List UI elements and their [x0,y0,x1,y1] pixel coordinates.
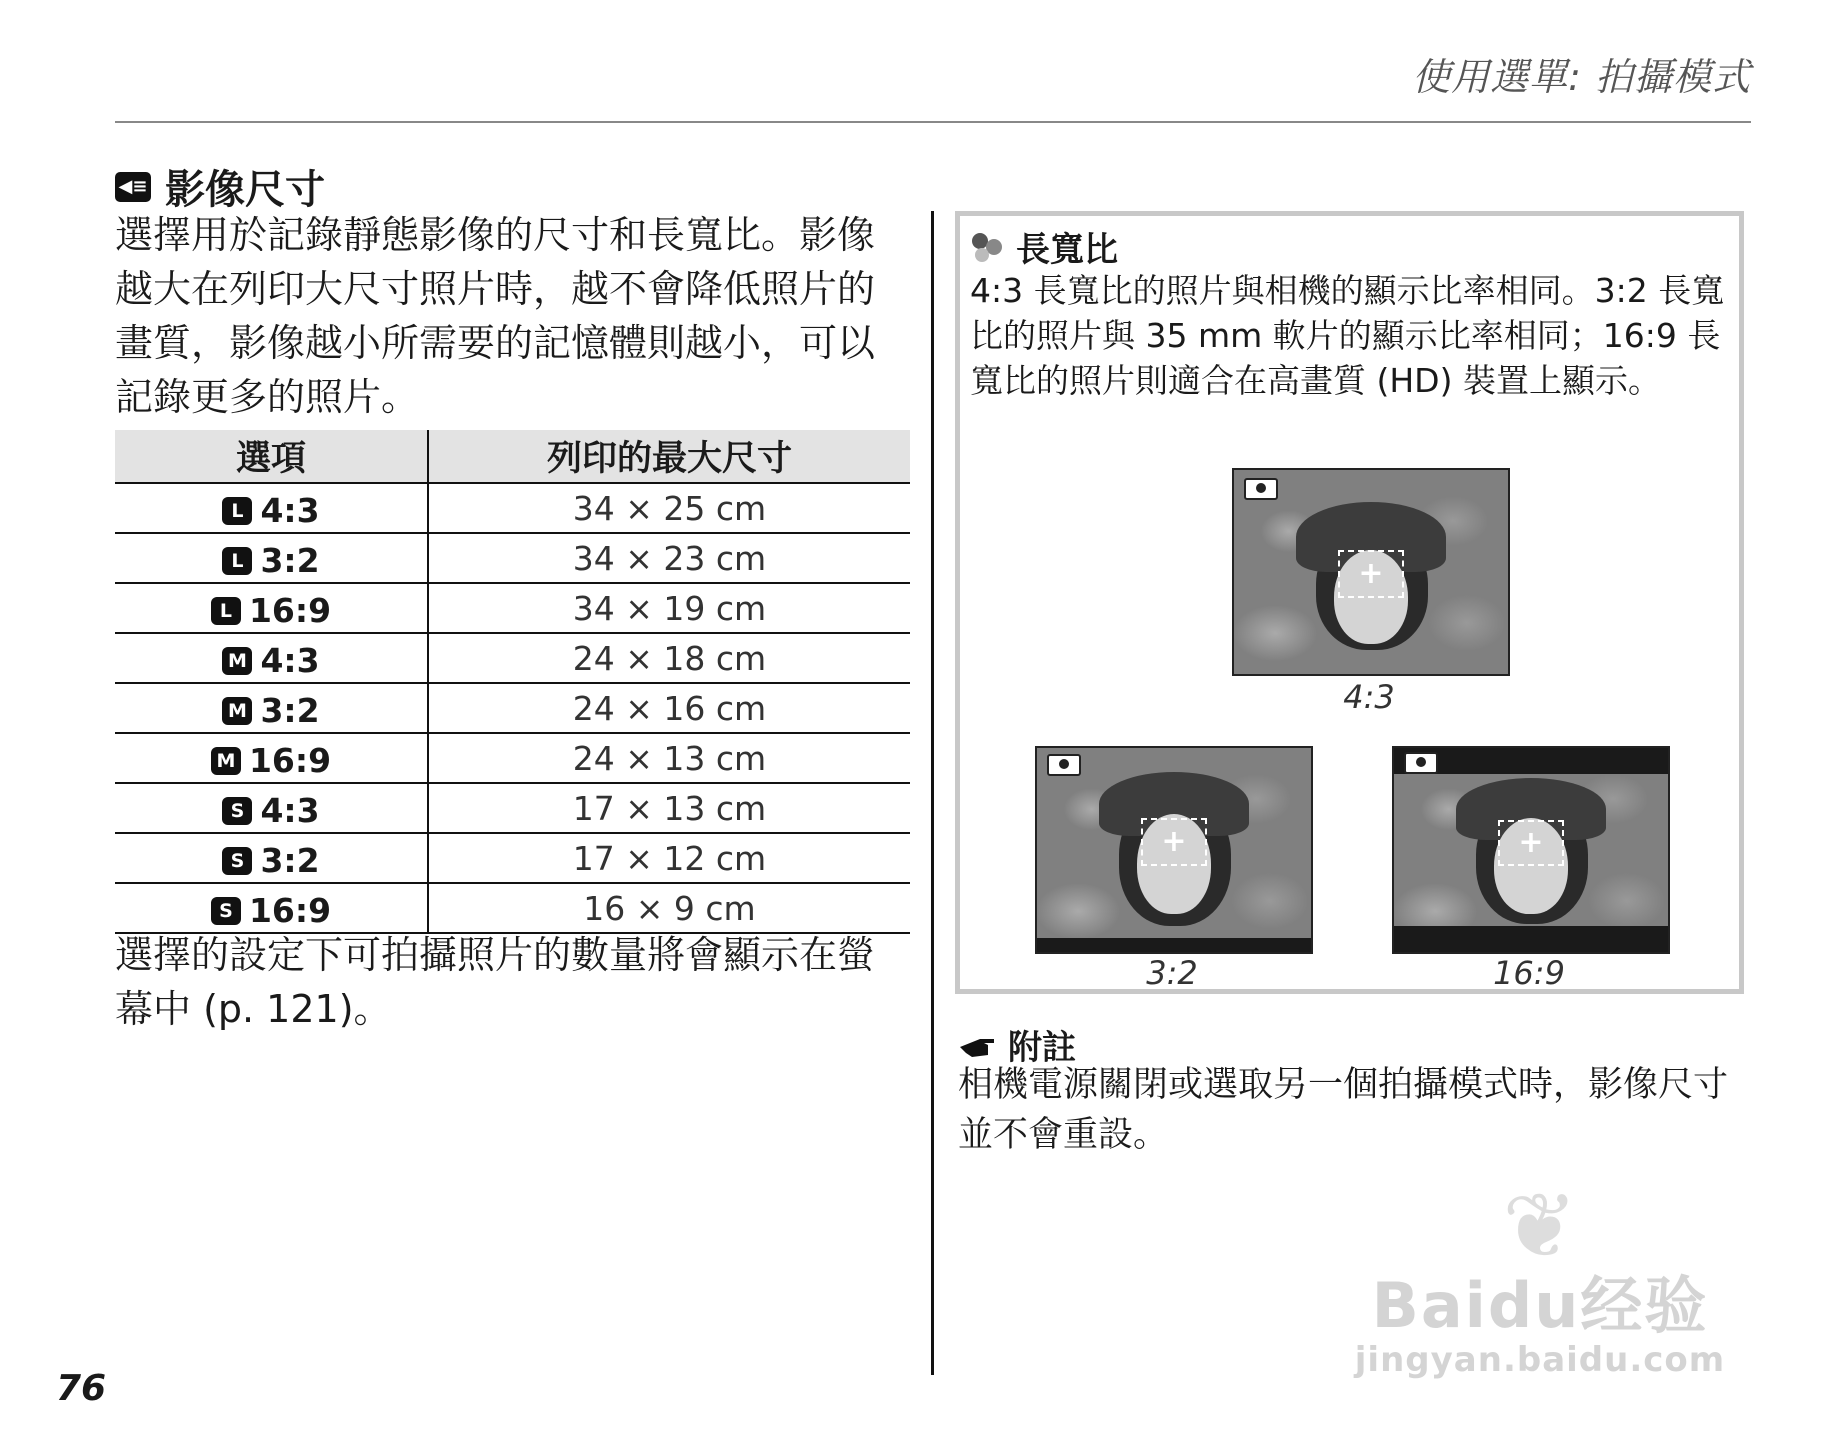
size-icon: S [211,897,241,925]
max-size-cell: 24 × 16 cm [428,683,910,733]
section-heading [115,158,325,215]
option-cell [115,533,428,583]
caption-16-9: 16:9 [1493,954,1565,992]
focus-frame: + [1338,550,1404,598]
option-cell [115,783,428,833]
option-cell [115,483,428,533]
section-intro: 選擇用於記錄靜態影像的尺寸和長寬比。影像越大在列印大尺寸照片時，越不會降低照片的畫質，影像越小所需要的記憶體則越小，可以記錄更多的照片。 [115,213,876,419]
size-icon: M [211,747,241,775]
size-icon: M [222,647,252,675]
camera-icon [1047,754,1081,776]
paw-icon: ❦ [1502,1174,1578,1279]
ratio-label: 4:3 [260,791,320,831]
option-cell [115,683,428,733]
table-header-max-size: 列印的最大尺寸 [428,430,910,483]
max-size-cell: 17 × 13 cm [428,783,910,833]
option-cell [115,583,428,633]
baidu-watermark: ❦ Baidu经验 jingyan.baidu.com [1325,1182,1755,1392]
table-row [115,583,910,633]
camera-icon [1404,752,1438,774]
max-size-cell: 24 × 18 cm [428,633,910,683]
size-icon: L [211,597,241,625]
ratio-label: 16:9 [248,591,332,631]
running-header: 使用選單: 拍攝模式 [1412,55,1751,99]
option-cell [115,833,428,883]
caption-4-3: 4:3 [1343,678,1395,716]
preview-3-2 [1035,746,1313,954]
size-icon: S [222,797,252,825]
note-title: 附註 [1008,1028,1076,1068]
image-size-table [115,430,910,934]
table-row [115,833,910,883]
focus-frame: + [1141,818,1207,866]
hint-icon [970,231,1006,263]
header-rule [115,121,1751,123]
camera-icon [1244,478,1278,500]
table-row [115,733,910,783]
table-header-row [115,430,910,483]
ratio-label: 16:9 [248,891,332,931]
size-icon: S [222,847,252,875]
size-icon: L [222,497,252,525]
table-header-option: 選項 [115,430,428,483]
table-row [115,783,910,833]
max-size-cell: 24 × 13 cm [428,733,910,783]
caption-3-2: 3:2 [1146,954,1198,992]
max-size-cell: 17 × 12 cm [428,833,910,883]
pointing-hand-icon [958,1031,998,1059]
shots-remaining-note: 選擇的設定下可拍攝照片的數量將會顯示在螢幕中 (p. 121)。 [115,933,876,1031]
max-size-cell: 34 × 19 cm [428,583,910,633]
aspect-ratio-box [955,211,1744,994]
ratio-label: 4:3 [260,641,320,681]
focus-frame: + [1498,820,1564,866]
max-size-cell: 34 × 25 cm [428,483,910,533]
column-divider [931,211,934,1375]
max-size-cell: 34 × 23 cm [428,533,910,583]
size-icon: L [222,547,252,575]
ratio-label: 4:3 [260,491,320,531]
table-row [115,883,910,933]
page-number: 76 [56,1368,107,1409]
option-cell [115,633,428,683]
ratio-label: 16:9 [248,741,332,781]
table-row [115,533,910,583]
size-icon: M [222,697,252,725]
table-row [115,683,910,733]
preview-4-3 [1232,468,1510,676]
table-row [115,483,910,533]
ratio-label: 3:2 [260,691,320,731]
aspect-ratio-title: 長寬比 [1016,230,1118,270]
aspect-ratio-text: 4:3 長寬比的照片與相機的顯示比率相同。3:2 長寬比的照片與 35 mm 軟片的顯示比率相同；16:9 長寬比的照片則適合在高畫質 (HD) 裝置上顯示。 [970,271,1725,400]
table-row [115,633,910,683]
ratio-label: 3:2 [260,541,320,581]
aspect-ratio-heading [970,222,1118,271]
option-cell [115,883,428,933]
option-cell [115,733,428,783]
section-title: 影像尺寸 [165,167,325,213]
preview-16-9 [1392,746,1670,954]
image-size-icon: ◀≡ [115,172,151,202]
note-text: 相機電源關閉或選取另一個拍攝模式時，影像尺寸並不會重設。 [958,1065,1729,1155]
ratio-label: 3:2 [260,841,320,881]
max-size-cell: 16 × 9 cm [428,883,910,933]
